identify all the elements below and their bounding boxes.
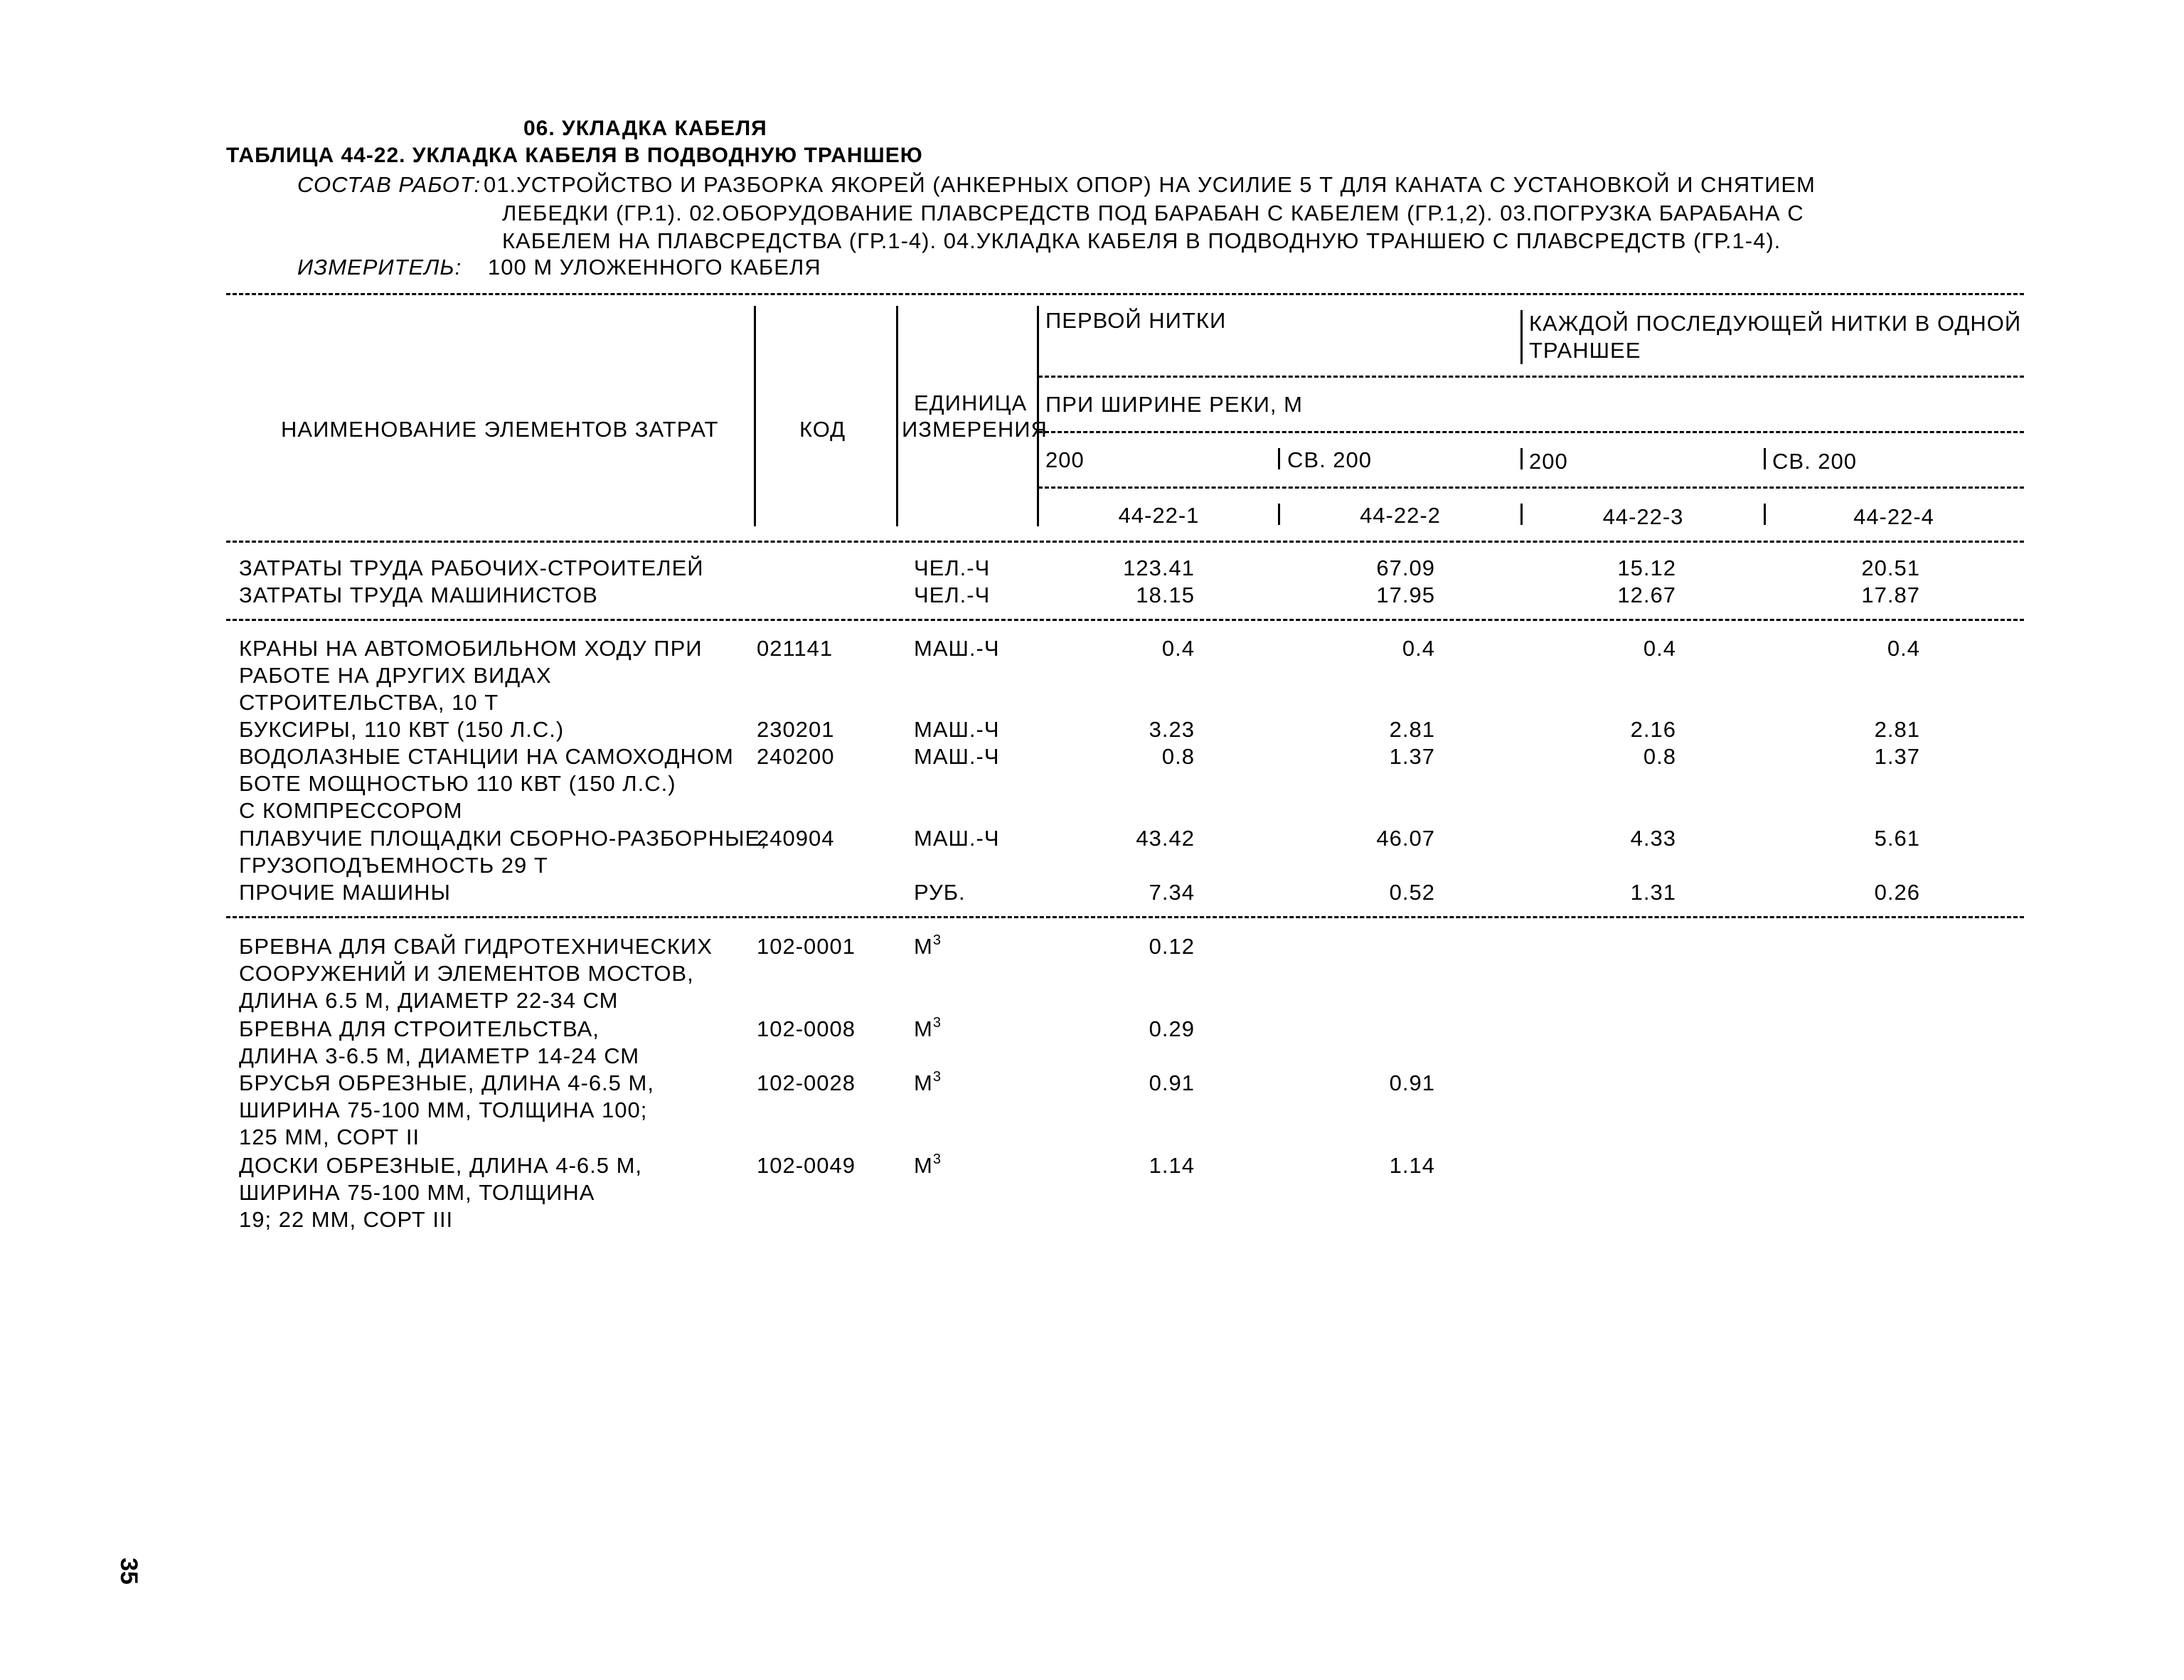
header-rule-width [1038, 431, 2024, 433]
row-name-line: 125 ММ, СОРТ II [239, 1125, 420, 1149]
row-unit [914, 635, 1000, 662]
header-divider-w34 [1764, 448, 1766, 469]
row-unit [914, 1152, 942, 1179]
row-value: 1.14 [1389, 1153, 1435, 1178]
header-divider-w12 [1278, 448, 1280, 469]
row-name-line: СООРУЖЕНИЙ И ЭЛЕМЕНТОВ МОСТОВ, [239, 961, 694, 986]
header-code: КОД [799, 417, 846, 442]
header-next-thread-line1: КАЖДОЙ ПОСЛЕДУЮЩЕЙ НИТКИ В ОДНОЙ [1529, 311, 2022, 336]
row-unit [914, 743, 1000, 770]
row-code: 102-0001 [757, 934, 856, 959]
row-value: 4.33 [1630, 826, 1676, 851]
row-name-line: ДЛИНА 6.5 М, ДИАМЕТР 22-34 СМ [239, 988, 619, 1013]
header-first-thread: ПЕРВОЙ НИТКИ [1045, 308, 1227, 333]
group-divider-rule [226, 619, 2024, 621]
row-value: 0.91 [1389, 1070, 1435, 1095]
row-unit [914, 1016, 942, 1043]
header-code-2: 44-22-2 [1360, 503, 1441, 528]
header-width-2: СВ. 200 [1287, 447, 1373, 472]
row-value: 2.81 [1389, 717, 1435, 742]
row-value: 18.15 [1136, 583, 1195, 607]
row-code: 102-0049 [757, 1153, 856, 1178]
row-value: 46.07 [1376, 826, 1435, 851]
header-rule-thread [1038, 376, 2024, 378]
row-name-line: ЗАТРАТЫ ТРУДА МАШИНИСТОВ [239, 583, 598, 607]
row-value: 0.29 [1149, 1016, 1195, 1041]
row-value: 1.37 [1389, 744, 1435, 769]
row-value: 0.26 [1874, 880, 1920, 905]
row-unit [914, 933, 942, 960]
row-name-line: 19; 22 ММ, СОРТ III [239, 1207, 454, 1232]
row-value: 2.16 [1630, 717, 1676, 742]
row-unit [914, 1070, 942, 1097]
work-line-3: КАБЕЛЕМ НА ПЛАВСРЕДСТВА (ГР.1-4). 04.УКЛАДКА КАБЕЛЯ В ПОДВОДНУЮ ТРАНШЕЮ С ПЛАВСРЕДСТВ (ГР.1-4). [502, 228, 1781, 253]
header-name: НАИМЕНОВАНИЕ ЭЛЕМЕНТОВ ЗАТРАТ [281, 417, 719, 442]
row-name-line: ПЛАВУЧИЕ ПЛОЩАДКИ СБОРНО-РАЗБОРНЫЕ, [239, 826, 767, 851]
header-width-3: 200 [1529, 449, 1568, 474]
header-unit-line1: ЕДИНИЦА [914, 390, 1028, 415]
row-name-line: БРУСЬЯ ОБРЕЗНЫЕ, ДЛИНА 4-6.5 М, [239, 1070, 654, 1095]
row-code: 240200 [757, 744, 835, 769]
row-unit-text: МАШ.-Ч [914, 717, 1000, 742]
row-unit-text: М [914, 1070, 933, 1095]
header-unit-line2: ИЗМЕРЕНИЯ [902, 417, 1048, 442]
row-value: 0.4 [1161, 636, 1195, 661]
row-name-line: БРЕВНА ДЛЯ СТРОИТЕЛЬСТВА, [239, 1016, 600, 1041]
row-value: 0.4 [1402, 636, 1435, 661]
row-unit-text: МАШ.-Ч [914, 744, 1000, 769]
row-code: 240904 [757, 826, 835, 851]
row-value: 1.31 [1630, 880, 1676, 905]
row-code: 102-0028 [757, 1070, 856, 1095]
row-name-line: РАБОТЕ НА ДРУГИХ ВИДАХ [239, 663, 552, 688]
row-unit-text: МАШ.-Ч [914, 636, 1000, 661]
section-title: 06. УКЛАДКА КАБЕЛЯ [523, 117, 767, 140]
row-value: 43.42 [1136, 826, 1195, 851]
row-value: 67.09 [1376, 555, 1435, 580]
header-divider-name-code [754, 306, 756, 526]
row-name-line: С КОМПРЕССОРОМ [239, 798, 463, 823]
row-value: 0.8 [1643, 744, 1676, 769]
row-unit-text: РУБ. [914, 880, 966, 905]
row-unit [914, 716, 1000, 743]
work-line-1: 01.УСТРОЙСТВО И РАЗБОРКА ЯКОРЕЙ (АНКЕРНЫХ ОПОР) НА УСИЛИЕ 5 Т ДЛЯ КАНАТА С УСТАНОВКОЙ И СНЯТИЕМ [484, 172, 1816, 197]
row-name-line: БУКСИРЫ, 110 КВТ (150 Л.С.) [239, 717, 565, 742]
row-value: 123.41 [1123, 555, 1195, 580]
header-code-4: 44-22-4 [1853, 504, 1934, 529]
row-name-line: СТРОИТЕЛЬСТВА, 10 Т [239, 690, 499, 715]
row-unit-superscript: 3 [932, 1151, 942, 1167]
row-unit [914, 555, 990, 582]
row-name-line: КРАНЫ НА АВТОМОБИЛЬНОМ ХОДУ ПРИ [239, 636, 703, 661]
row-value: 0.8 [1161, 744, 1195, 769]
header-width-4: СВ. 200 [1772, 449, 1858, 474]
row-name-line: ВОДОЛАЗНЫЕ СТАНЦИИ НА САМОХОДНОМ [239, 744, 734, 769]
header-code-3: 44-22-3 [1602, 504, 1684, 529]
row-code: 021141 [757, 636, 833, 661]
row-value: 7.34 [1149, 880, 1195, 905]
header-divider-code-unit [896, 306, 898, 526]
row-unit-superscript: 3 [932, 932, 942, 948]
header-next-thread-line2: ТРАНШЕЕ [1529, 338, 1641, 363]
header-top-rule [226, 293, 2024, 295]
row-unit [914, 879, 966, 906]
row-value: 17.87 [1861, 583, 1920, 607]
row-name-line: ШИРИНА 75-100 ММ, ТОЛЩИНА [239, 1180, 595, 1205]
row-code: 102-0008 [757, 1016, 856, 1041]
row-value: 2.81 [1874, 717, 1920, 742]
header-width-1: 200 [1045, 447, 1085, 472]
row-unit-text: ЧЕЛ.-Ч [914, 583, 991, 607]
row-value: 15.12 [1617, 555, 1676, 580]
row-name-line: ПРОЧИЕ МАШИНЫ [239, 880, 451, 905]
row-name-line: ЗАТРАТЫ ТРУДА РАБОЧИХ-СТРОИТЕЛЕЙ [239, 555, 704, 580]
work-label: СОСТАВ РАБОТ: [297, 172, 481, 197]
row-value: 1.37 [1874, 744, 1920, 769]
row-value: 0.4 [1643, 636, 1676, 661]
row-name-line: ДЛИНА 3-6.5 М, ДИАМЕТР 14-24 СМ [239, 1043, 640, 1068]
row-value: 12.67 [1617, 583, 1676, 607]
header-rule-codes [1038, 487, 2024, 489]
row-value: 0.91 [1149, 1070, 1195, 1095]
row-value: 0.4 [1887, 636, 1920, 661]
header-bottom-rule [226, 541, 2024, 543]
measure-value: 100 М УЛОЖЕННОГО КАБЕЛЯ [488, 255, 821, 280]
row-unit-superscript: 3 [932, 1068, 942, 1085]
table-title: ТАБЛИЦА 44-22. УКЛАДКА КАБЕЛЯ В ПОДВОДНУЮ ТРАНШЕЮ [226, 144, 923, 167]
row-unit-text: ЧЕЛ.-Ч [914, 555, 991, 580]
row-value: 0.12 [1149, 934, 1195, 959]
measure-label: ИЗМЕРИТЕЛЬ: [297, 255, 462, 280]
row-name-line: БОТЕ МОЩНОСТЬЮ 110 КВТ (150 Л.С.) [239, 771, 676, 796]
row-name-line: ДОСКИ ОБРЕЗНЫЕ, ДЛИНА 4-6.5 М, [239, 1153, 643, 1178]
row-name-line: ГРУЗОПОДЪЕМНОСТЬ 29 Т [239, 853, 548, 878]
row-unit-text: М [914, 1016, 933, 1041]
row-value: 5.61 [1874, 826, 1920, 851]
row-unit-text: М [914, 934, 933, 959]
row-value: 1.14 [1149, 1153, 1195, 1178]
group-divider-rule [226, 916, 2024, 918]
row-unit-text: М [914, 1153, 933, 1178]
row-code: 230201 [757, 717, 835, 742]
row-unit-text: МАШ.-Ч [914, 826, 1000, 851]
header-river-width: ПРИ ШИРИНЕ РЕКИ, М [1045, 392, 1303, 417]
header-code-1: 44-22-1 [1118, 503, 1200, 528]
page-number: 35 [115, 1558, 142, 1585]
row-unit [914, 825, 1000, 852]
row-value: 3.23 [1149, 717, 1195, 742]
row-value: 20.51 [1861, 555, 1920, 580]
row-value: 17.95 [1376, 583, 1435, 607]
header-divider-w23 [1520, 448, 1523, 469]
row-unit-superscript: 3 [932, 1014, 942, 1031]
row-name-line: БРЕВНА ДЛЯ СВАЙ ГИДРОТЕХНИЧЕСКИХ [239, 934, 713, 959]
header-divider-thread [1520, 310, 1523, 364]
row-value: 0.52 [1389, 880, 1435, 905]
row-unit [914, 582, 990, 609]
row-name-line: ШИРИНА 75-100 ММ, ТОЛЩИНА 100; [239, 1097, 648, 1122]
work-line-2: ЛЕБЕДКИ (ГР.1). 02.ОБОРУДОВАНИЕ ПЛАВСРЕДСТВ ПОД БАРАБАН С КАБЕЛЕМ (ГР.1,2). 03.ПОГРУЗКА БАРАБАНА С [502, 201, 1804, 225]
